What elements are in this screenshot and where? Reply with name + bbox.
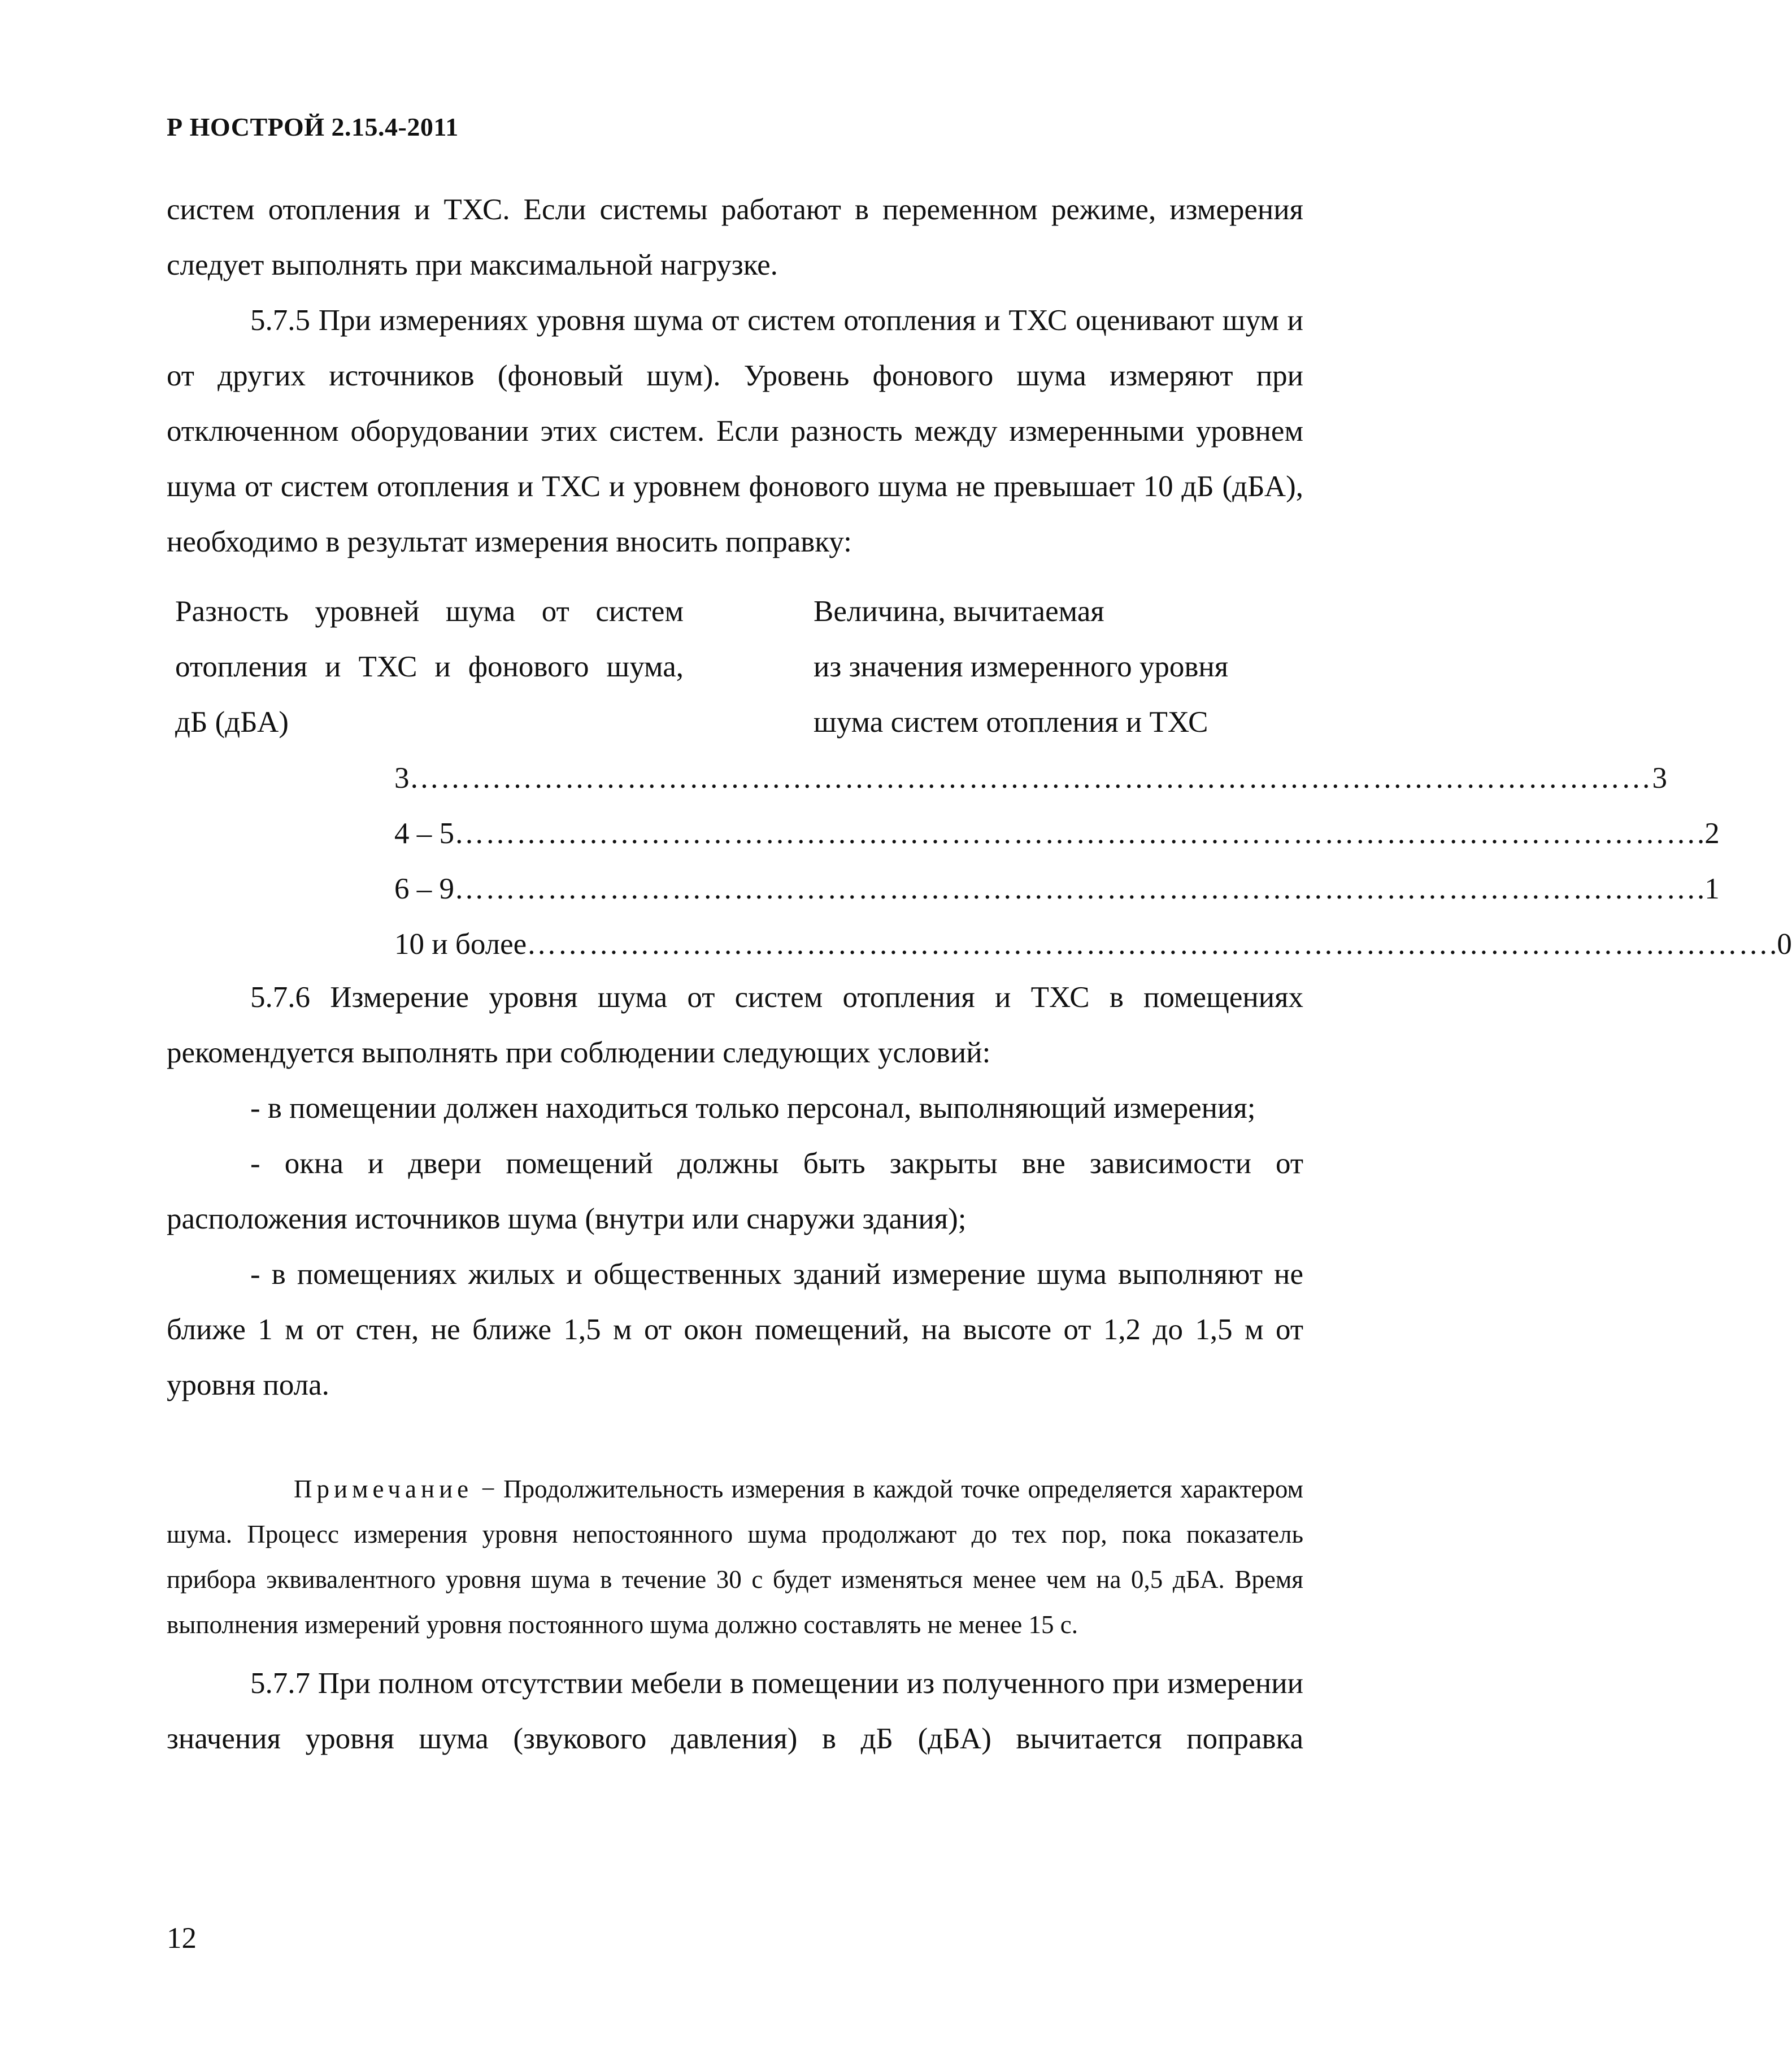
paragraph-continuation: систем отопления и ТХС. Если системы работают в переменном режиме, измерения следует выполнять при максимальной нагрузке.	[167, 193, 1303, 281]
list-item: - окна и двери помещений должны быть закрыты вне зависимости от расположения источников шума (внутри или снаружи здания);	[167, 1147, 1303, 1235]
note-block	[167, 1466, 1303, 1647]
row-value: .2	[1697, 817, 1720, 850]
dot-leader: …………………………………………………………………………………………………………	[527, 928, 1770, 961]
page-number: 12	[167, 1922, 197, 1955]
row-difference: 3	[394, 762, 410, 795]
paragraph-5-7-7: 5.7.7 При полном отсутствии мебели в помещении из полученного при измерении значения уровня шума (звукового давления) в дБ (дБА) вычитается поправка	[167, 1667, 1303, 1755]
note-paragraph	[167, 1466, 1303, 1647]
paragraph-5-7-6: 5.7.6 Измерение уровня шума от систем отопления и ТХС в помещениях рекомендуется выполнять при соблюдении следующих условий:	[167, 981, 1303, 1069]
table-right-header-line: шума систем отопления и ТХС	[814, 706, 1208, 739]
list-item: - в помещении должен находиться только персонал, выполняющий измерения;	[250, 1092, 1256, 1125]
table-left-header-line: дБ (дБА)	[175, 706, 289, 739]
row-difference: 4 – 5	[394, 817, 454, 850]
table-row	[394, 917, 1792, 972]
table-left-header-line: отопления и ТХС и фонового шума,	[175, 650, 684, 683]
table-left-header	[175, 584, 684, 750]
table-right-header	[814, 584, 1322, 750]
table-right-header-line: из значения измеренного уровня	[814, 650, 1229, 683]
document-header: Р НОСТРОЙ 2.15.4-2011	[167, 112, 459, 141]
table-right-header-line: Величина, вычитаемая	[814, 595, 1104, 628]
note-text: − Продолжительность измерения в каждой точке определяется характером шума. Процесс измерения уровня непостоянного шума продолжают до тех пор, пока показатель прибора эквивалентного уровня шума в течение 30 с будет изменяться менее чем на 0,5 дБА. Время выполнения измерений уровня постоянного шума должно составлять не менее 15 с.	[167, 1475, 1303, 1639]
table-row	[394, 861, 1720, 917]
dot-leader: …………………………………………………………………………………………………………	[454, 817, 1697, 850]
row-value: .1	[1697, 872, 1720, 905]
correction-table-rows	[394, 750, 1792, 972]
body-middle	[167, 970, 1303, 1413]
table-row	[394, 750, 1667, 806]
row-difference: 10 и более	[394, 928, 527, 961]
list-item: - в помещениях жилых и общественных зданий измерение шума выполняют не ближе 1 м от стен, не ближе 1,5 м от окон помещений, на высоте от 1,2 до 1,5 м от уровня пола.	[167, 1258, 1303, 1401]
table-row	[394, 806, 1720, 861]
body-top	[167, 182, 1303, 570]
note-label: Примечание	[294, 1475, 473, 1503]
row-value: .0	[1769, 928, 1792, 961]
body-bottom	[167, 1656, 1303, 1766]
dot-leader: …………………………………………………………………………………………………………	[454, 872, 1697, 905]
paragraph-5-7-5: 5.7.5 При измерениях уровня шума от систем отопления и ТХС оценивают шум и от других источников (фоновый шум). Уровень фонового шума измеряют при отключенном оборудовании этих систем. Если разность между измеренными уровнем шума от систем отопления и ТХС и уровнем фонового шума не превышает 10 дБ (дБА), необходимо в результат измерения вносить поправку:	[167, 304, 1303, 558]
row-value: 3	[1652, 762, 1667, 795]
row-difference: 6 – 9	[394, 872, 454, 905]
table-left-header-line: Разность уровней шума от систем	[175, 595, 684, 628]
dot-leader: …………………………………………………………………………………………………………	[409, 762, 1652, 795]
